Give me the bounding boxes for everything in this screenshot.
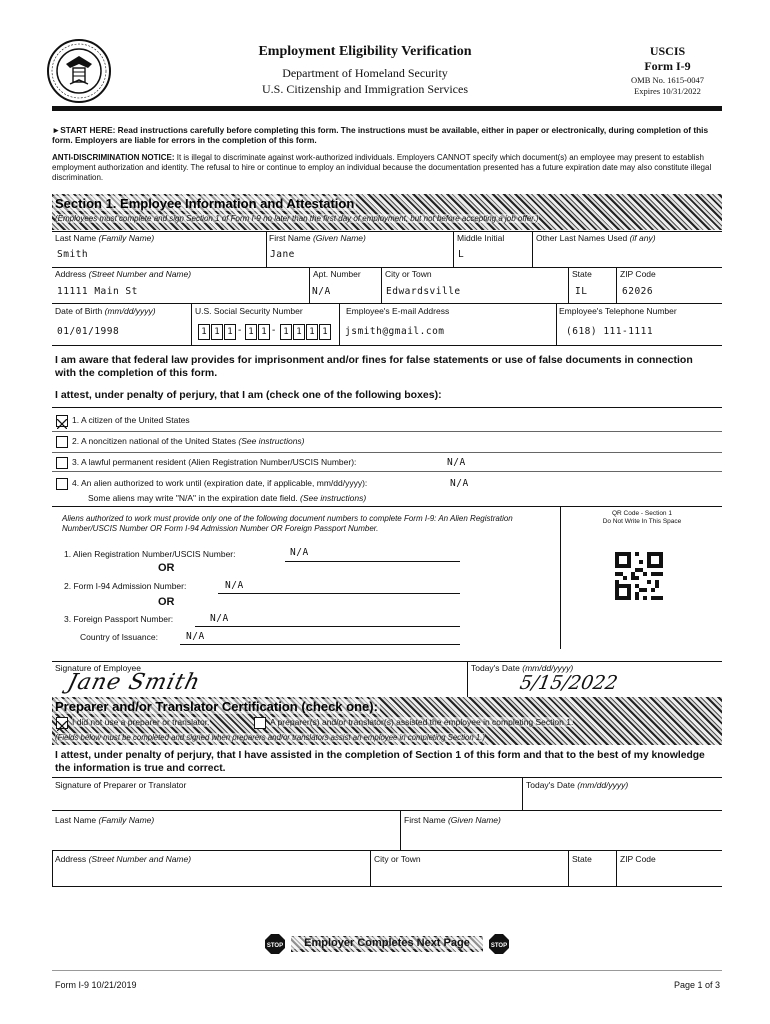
attestation-statement: I attest, under penalty of perjury, that I am (check one of the following boxes): — [55, 389, 442, 401]
zip-field[interactable]: 62026 — [622, 286, 654, 297]
employee-signature-label: Signature of Employee — [55, 663, 141, 673]
options-top-rule — [52, 407, 722, 408]
signature-date-field[interactable]: 5/15/2022 — [518, 672, 620, 694]
citizen-checkbox[interactable] — [56, 415, 68, 427]
divider — [266, 231, 267, 267]
address-label — [55, 269, 191, 279]
permanent-resident-number-field[interactable]: N/A — [447, 457, 466, 468]
passport-label: 3. Foreign Passport Number: — [64, 614, 174, 624]
option-noncitizen-national — [72, 436, 305, 446]
divider — [532, 231, 533, 267]
or-divider-1: OR — [158, 562, 175, 574]
ssn-separator: - — [272, 325, 276, 336]
divider — [191, 303, 192, 345]
divider — [467, 661, 468, 697]
ssn-digit-box[interactable]: 1 — [306, 324, 318, 340]
first-name-label — [269, 233, 366, 243]
option-text: 2. A noncitizen national of the United States — [72, 436, 236, 446]
alien-expiration-field[interactable]: N/A — [450, 478, 469, 489]
expiration-date: Expires 10/31/2022 — [634, 86, 701, 96]
preparer-first-name-field[interactable] — [404, 830, 716, 846]
divider — [339, 303, 340, 345]
zip-label: ZIP Code — [620, 269, 656, 279]
preparer-attestation: I attest, under penalty of perjury, that I have assisted in the completion of Section 1 of this form and that to the best of my knowledge the information is true and correct. — [55, 750, 705, 774]
footer-rule — [52, 970, 722, 971]
divider — [556, 303, 557, 345]
preparer-state-label: State — [572, 854, 592, 864]
row2-top-rule — [52, 267, 722, 268]
row1-top-rule — [52, 231, 722, 232]
note-text: Some aliens may write "N/A" in the expiration date field. — [88, 493, 298, 503]
divider — [309, 267, 310, 303]
employee-signature-field[interactable]: Jane Smith — [64, 670, 204, 695]
section1-title: Section 1. Employee Information and Attestation — [55, 196, 355, 211]
ssn-digit-box[interactable]: 1 — [280, 324, 292, 340]
docs-top-rule — [52, 506, 722, 507]
divider — [616, 850, 617, 886]
option-rule — [52, 452, 722, 453]
label-hint: (Given Name) — [312, 233, 366, 243]
label-hint: (mm/dd/yyyy) — [522, 663, 574, 673]
option-rule — [52, 471, 722, 472]
city-label: City or Town — [385, 269, 432, 279]
label-hint: (if any) — [629, 233, 656, 243]
prep-row3-bottom — [52, 886, 722, 887]
preparer-used-checkbox[interactable] — [254, 717, 266, 729]
preparer-state-field[interactable] — [572, 868, 612, 884]
preparer-last-name-label — [55, 815, 154, 825]
divider — [616, 267, 617, 303]
ssn-digit-box[interactable]: 1 — [293, 324, 305, 340]
option4-note — [88, 493, 366, 503]
preparer-date-label — [526, 780, 628, 790]
employer-completes-text: Employer Completes Next Page — [291, 937, 483, 949]
country-label: Country of Issuance: — [80, 632, 158, 642]
alien-authorized-checkbox[interactable] — [56, 478, 68, 490]
ssn-digit-box[interactable]: 1 — [258, 324, 270, 340]
email-label: Employee's E-mail Address — [346, 306, 450, 316]
divider — [522, 777, 523, 810]
preparer-signature-field[interactable] — [56, 794, 516, 808]
option-citizen: 1. A citizen of the United States — [72, 415, 190, 425]
row3-top-rule — [52, 303, 722, 304]
field-underline — [285, 561, 460, 562]
alien-number-label: 1. Alien Registration Number/USCIS Number: — [64, 549, 236, 559]
divider — [370, 850, 371, 886]
ssn-digit-box[interactable]: 1 — [245, 324, 257, 340]
divider — [453, 231, 454, 267]
state-field[interactable]: IL — [575, 286, 588, 297]
checkmark-x-icon — [57, 419, 67, 429]
dhs-seal — [46, 38, 112, 104]
no-preparer-checkbox[interactable] — [56, 717, 68, 729]
awareness-statement: I am aware that federal law provides for imprisonment and/or fines for false statements or use of false documents in connection with the completion of this form. — [55, 354, 693, 379]
divider — [568, 850, 569, 886]
alien-number-field[interactable]: N/A — [290, 547, 309, 558]
label-text: Other Last Names Used — [536, 233, 628, 243]
option-rule — [52, 431, 722, 432]
stop-sign-left-icon — [265, 934, 285, 954]
form-title: Employment Eligibility Verification — [258, 44, 472, 59]
divider — [381, 267, 382, 303]
prep-row1-top — [52, 777, 722, 778]
label-text: Date of Birth — [55, 306, 103, 316]
apt-label: Apt. Number — [313, 269, 361, 279]
note-hint: (See instructions) — [300, 493, 367, 503]
divider — [52, 850, 53, 886]
header-rule — [52, 106, 722, 111]
form-number: Form I-9 — [644, 59, 691, 73]
city-field[interactable]: Edwardsville — [386, 286, 461, 297]
state-label: State — [572, 269, 592, 279]
no-preparer-option: I did not use a preparer or translator. — [72, 717, 210, 727]
other-names-label — [536, 233, 656, 243]
label-hint: (mm/dd/yyyy) — [104, 306, 156, 316]
preparer-zip-field[interactable] — [620, 868, 718, 884]
noncitizen-national-checkbox[interactable] — [56, 436, 68, 448]
label-hint: (Family Name) — [98, 233, 155, 243]
qr-code-icon — [615, 552, 663, 600]
label-text: Today's Date — [526, 780, 575, 790]
preparer-signature-label: Signature of Preparer or Translator — [55, 780, 187, 790]
field-underline — [195, 626, 460, 627]
or-divider-2: OR — [158, 596, 175, 608]
label-text: Last Name — [55, 233, 97, 243]
preparer-address-field[interactable] — [56, 868, 366, 884]
anti-discrimination-text: It is illegal to discriminate against work-authorized individuals. Employers CANNOT specify which document(s) an employee may present to establish employment authorization and identity. The refusal to hire or continue to employ an individual because the documentation presented has a future expiration date may also constitute illegal discrimination. — [52, 153, 712, 182]
stop-sign-right-icon — [489, 934, 509, 954]
preparer-first-name-label — [404, 815, 501, 825]
preparer-used-option: A preparer(s) and/or translator(s) assisted the employee in completing Section 1. — [270, 717, 574, 727]
qr-caption-2: Do Not Write In This Space — [602, 518, 682, 525]
prep-row3-top — [52, 850, 722, 851]
label-text: Today's Date — [471, 663, 520, 673]
preparer-city-label: City or Town — [374, 854, 421, 864]
ssn-digit-box[interactable]: 1 — [198, 324, 210, 340]
anti-discrimination-notice — [52, 153, 722, 183]
label-hint: (mm/dd/yyyy) — [577, 780, 629, 790]
ssn-separator: - — [238, 325, 242, 336]
label-hint: (Family Name) — [98, 815, 155, 825]
preparer-note: (Fields below must be completed and signed when preparers and/or translators assist an employee in completing Section 1.) — [55, 733, 485, 742]
stop-text: STOP — [490, 943, 508, 949]
aliens-note: Aliens authorized to work must provide only one of the following document numbers to complete Form I-9: An Alien Registration Number/USCIS Number OR Form I-94 Admission Number OR Foreign Passport Number. — [62, 514, 513, 533]
ssn-digit-box[interactable]: 1 — [224, 324, 236, 340]
i94-label: 2. Form I-94 Admission Number: — [64, 581, 187, 591]
field-underline — [180, 644, 460, 645]
ssn-digit-box[interactable]: 1 — [319, 324, 331, 340]
prep-row2-top — [52, 810, 722, 811]
option-alien-authorized: 4. An alien authorized to work until (expiration date, if applicable, mm/dd/yyyy): — [72, 478, 368, 488]
label-text: Address — [55, 854, 87, 864]
label-hint: (Given Name) — [447, 815, 501, 825]
row3-bottom-rule — [52, 345, 722, 346]
i94-field[interactable]: N/A — [225, 580, 244, 591]
dob-field[interactable]: 01/01/1998 — [57, 326, 120, 337]
divider — [568, 267, 569, 303]
passport-field[interactable]: N/A — [210, 613, 229, 624]
option-permanent-resident: 3. A lawful permanent resident (Alien Registration Number/USCIS Number): — [72, 457, 357, 467]
section1-subtitle: (Employees must complete and sign Section 1 of Form I-9 no later than the first day of employment, but not before accepting a job offer.) — [55, 214, 539, 223]
first-name-field[interactable]: Jane — [270, 249, 295, 260]
label-hint: (Street Number and Name) — [88, 854, 192, 864]
last-name-field[interactable]: Smith — [57, 249, 89, 260]
qr-caption-1: QR Code - Section 1 — [612, 510, 672, 517]
qr-divider — [560, 506, 561, 649]
omb-number: OMB No. 1615-0047 — [631, 75, 704, 85]
preparer-zip-label: ZIP Code — [620, 854, 656, 864]
form-edition: Form I-9 10/21/2019 — [55, 980, 137, 990]
agency-name: U.S. Citizenship and Immigration Services — [262, 82, 468, 96]
middle-initial-label: Middle Initial — [457, 233, 505, 243]
phone-label: Employee's Telephone Number — [559, 306, 677, 316]
signature-top-rule — [52, 661, 722, 662]
preparer-title: Preparer and/or Translator Certification (check one): — [55, 699, 378, 714]
preparer-address-label — [55, 854, 191, 864]
stop-text: STOP — [266, 943, 284, 949]
form-agency: USCIS — [649, 44, 686, 58]
page-number: Page 1 of 3 — [673, 980, 720, 990]
preparer-last-name-field[interactable] — [56, 830, 396, 846]
middle-initial-field[interactable]: L — [458, 249, 465, 260]
label-text: First Name — [269, 233, 311, 243]
anti-discrimination-heading: ANTI-DISCRIMINATION NOTICE: — [52, 153, 175, 162]
preparer-date-field[interactable] — [526, 794, 716, 808]
department-name: Department of Homeland Security — [282, 66, 448, 80]
checkmark-x-icon — [57, 721, 67, 731]
label-text: Last Name — [55, 815, 97, 825]
dob-label — [55, 306, 156, 316]
email-field[interactable]: jsmith@gmail.com — [345, 326, 445, 337]
start-here-notice: ►START HERE: Read instructions carefully before completing this form. The instructions must be available, either in paper or electronically, during completion of this form. Employers are liable for errors in the completion of this form. — [52, 125, 709, 145]
ssn-label: U.S. Social Security Number — [195, 306, 303, 316]
ssn-digit-box[interactable]: 1 — [211, 324, 223, 340]
preparer-city-field[interactable] — [374, 868, 564, 884]
label-hint: (Street Number and Name) — [88, 269, 192, 279]
label-text: First Name — [404, 815, 446, 825]
apt-field[interactable]: N/A — [312, 286, 331, 297]
permanent-resident-checkbox[interactable] — [56, 457, 68, 469]
address-field[interactable]: 11111 Main St — [57, 286, 138, 297]
option-hint: (See instructions) — [238, 436, 305, 446]
field-underline — [218, 593, 460, 594]
divider — [400, 810, 401, 850]
phone-field[interactable]: (618) 111-1111 — [566, 326, 654, 337]
country-field[interactable]: N/A — [186, 631, 205, 642]
label-text: Address — [55, 269, 87, 279]
last-name-label — [55, 233, 154, 243]
